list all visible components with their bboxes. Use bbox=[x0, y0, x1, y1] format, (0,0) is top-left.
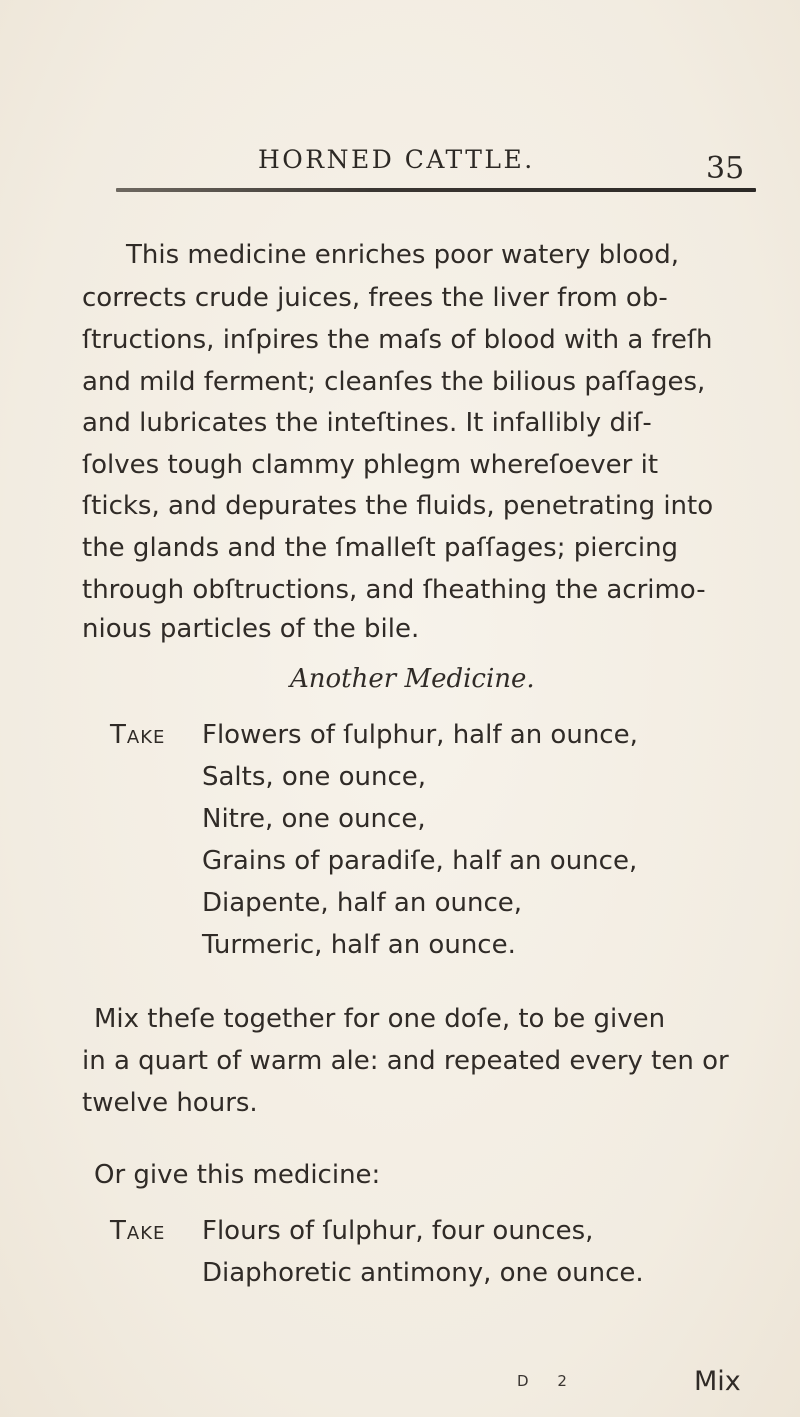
paragraph-line: in a quart of warm ale: and repeated every ten or bbox=[82, 1046, 729, 1076]
paragraph-line: ſticks, and depurates the fluids, penetrating into bbox=[82, 491, 714, 521]
paragraph-line: twelve hours. bbox=[82, 1088, 258, 1118]
page-number: 35 bbox=[706, 151, 745, 186]
paragraph-line: Mix theſe together for one doſe, to be given bbox=[94, 1004, 666, 1034]
recipe-item: Nitre, one ounce, bbox=[202, 804, 426, 834]
running-head: HORNED CATTLE. bbox=[258, 145, 535, 174]
recipe-item: Diapente, half an ounce, bbox=[202, 888, 523, 918]
recipe-item: Flowers of ſulphur, half an ounce, bbox=[202, 720, 638, 750]
paragraph-line: This medicine enriches poor watery blood, bbox=[126, 240, 679, 270]
paragraph-line: corrects crude juices, frees the liver from ob- bbox=[82, 283, 668, 313]
recipe-item: Salts, one ounce, bbox=[202, 762, 426, 792]
paragraph-line: nious particles of the bile. bbox=[82, 614, 420, 644]
catchword: Mix bbox=[694, 1366, 741, 1397]
take-label: Take bbox=[110, 1216, 166, 1246]
recipe-item: Grains of paradiſe, half an ounce, bbox=[202, 846, 638, 876]
paragraph-line: and lubricates the inteſtines. It infallibly diſ- bbox=[82, 408, 652, 438]
take-label: Take bbox=[110, 720, 166, 750]
recipe-item: Diaphoretic antimony, one ounce. bbox=[202, 1258, 644, 1288]
paragraph-line: ſtructions, inſpires the maſs of blood with a freſh bbox=[82, 325, 713, 355]
section-heading: Another Medicine. bbox=[290, 664, 535, 694]
signature-mark: D 2 bbox=[517, 1372, 579, 1390]
paragraph-line: ſolves tough clammy phlegm whereſoever it bbox=[82, 450, 659, 480]
header-rule bbox=[116, 188, 756, 192]
paragraph-line: through obſtructions, and ſheathing the acrimo- bbox=[82, 575, 706, 605]
alternative-line: Or give this medicine: bbox=[94, 1160, 381, 1190]
paragraph-line: and mild ferment; cleanſes the bilious paſſages, bbox=[82, 367, 706, 397]
recipe-item: Turmeric, half an ounce. bbox=[202, 930, 516, 960]
recipe-item: Flours of ſulphur, four ounces, bbox=[202, 1216, 594, 1246]
paragraph-line: the glands and the ſmalleſt paſſages; piercing bbox=[82, 533, 679, 563]
